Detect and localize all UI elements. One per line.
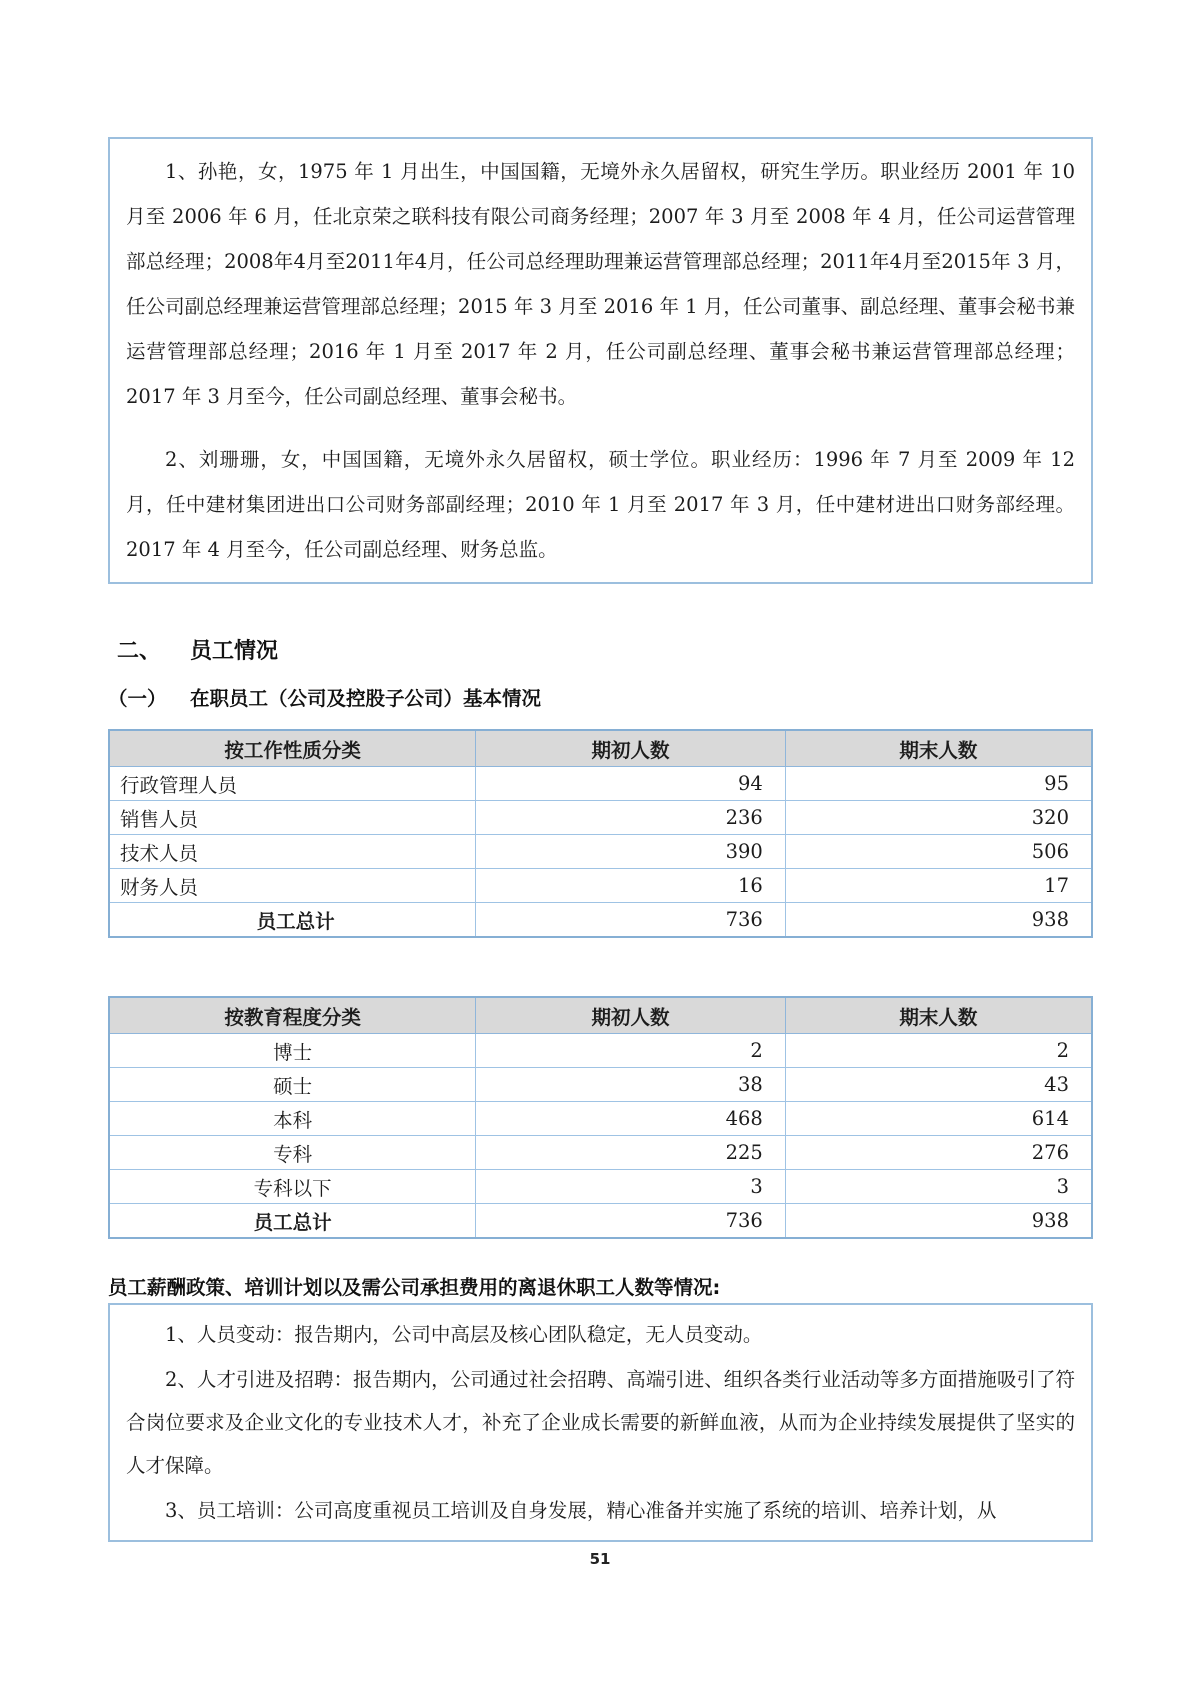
table-total-row [109,1204,1092,1239]
table-total-row [109,903,1092,938]
table-row [109,1136,1092,1170]
category-cell: 行政管理人员 [109,767,476,801]
category-cell: 本科 [109,1102,476,1136]
total-label-cell: 员工总计 [109,903,476,938]
category-cell: 专科 [109,1136,476,1170]
header-cell-begin-count: 期初人数 [476,730,786,767]
header-cell-category: 按工作性质分类 [109,730,476,767]
category-cell: 专科以下 [109,1170,476,1204]
header-cell-end-count: 期末人数 [785,730,1092,767]
end-count-cell: 2 [785,1034,1092,1068]
begin-count-cell: 225 [476,1136,786,1170]
total-end-count-cell: 938 [785,1204,1092,1239]
begin-count-cell: 236 [476,801,786,835]
table-row [109,1068,1092,1102]
page-number: 51 [589,1550,611,1568]
begin-count-cell: 3 [476,1170,786,1204]
end-count-cell: 43 [785,1068,1092,1102]
begin-count-cell: 16 [476,869,786,903]
subsection-number: （一） [108,687,167,710]
category-cell: 博士 [109,1034,476,1068]
table-row [109,801,1092,835]
header-cell-category: 按教育程度分类 [109,997,476,1034]
end-count-cell: 3 [785,1170,1092,1204]
table-row [109,1170,1092,1204]
header-cell-begin-count: 期初人数 [476,997,786,1034]
policy-heading: 员工薪酬政策、培训计划以及需公司承担费用的离退休职工人数等情况: [108,1276,721,1299]
section-number: 二、 [117,639,162,664]
begin-count-cell: 468 [476,1102,786,1136]
employees-by-education-table [108,996,1093,1239]
category-cell: 财务人员 [109,869,476,903]
table-row [109,767,1092,801]
total-end-count-cell: 938 [785,903,1092,938]
end-count-cell: 320 [785,801,1092,835]
end-count-cell: 506 [785,835,1092,869]
table-row [109,869,1092,903]
end-count-cell: 17 [785,869,1092,903]
bio-paragraph-2: 2、刘珊珊，女，中国国籍，无境外永久居留权，硕士学位。职业经历：1996 年 7 月至 2009 年 12 月，任中建材集团进出口公司财务部副经理；2010 年 1 月至 2017 年 3 月，任中建材进出口财务部经理。2017 年 4 月至今，任公司副总经理、财务总监。 [126,448,1075,561]
end-count-cell: 276 [785,1136,1092,1170]
total-label-cell: 员工总计 [109,1204,476,1239]
total-begin-count-cell: 736 [476,1204,786,1239]
end-count-cell: 95 [785,767,1092,801]
table-row [109,835,1092,869]
policy-paragraph-1: 1、人员变动：报告期内，公司中高层及核心团队稳定，无人员变动。 [165,1323,763,1346]
table-header-row [109,997,1092,1034]
section-title: 员工情况 [190,639,279,664]
begin-count-cell: 2 [476,1034,786,1068]
category-cell: 硕士 [109,1068,476,1102]
executive-bio-box [108,137,1093,584]
begin-count-cell: 38 [476,1068,786,1102]
employees-by-job-table [108,729,1093,938]
policy-paragraph-2: 2、人才引进及招聘：报告期内，公司通过社会招聘、高端引进、组织各类行业活动等多方面措施吸引了符合岗位要求及企业文化的专业技术人才，补充了企业成长需要的新鲜血液，从而为企业持续发展提供了坚实的人才保障。 [126,1368,1075,1477]
subsection-title: 在职员工（公司及控股子公司）基本情况 [190,687,542,710]
category-cell: 技术人员 [109,835,476,869]
table-row [109,1102,1092,1136]
begin-count-cell: 94 [476,767,786,801]
policy-box [108,1303,1093,1542]
bio-paragraph-1: 1、孙艳，女，1975 年 1 月出生，中国国籍，无境外永久居留权，研究生学历。职业经历 2001 年 10 月至 2006 年 6 月，任北京荣之联科技有限公司商务经理；2007 年 3 月至 2008 年 4 月，任公司运营管理部总经理；2008年4月至2011年4月，任公司总经理助理兼运营管理部总经理；2011年4月至2015年 3 月，任公司副总经理兼运营管理部总经理；2015 年 3 月至 2016 年 1 月，任公司董事、副总经理、董事会秘书兼运营管理部总经理；2016 年 1 月至 2017 年 2 月，任公司副总经理、董事会秘书兼运营管理部总经理；2017 年 3 月至今，任公司副总经理、董事会秘书。 [126,160,1076,408]
total-begin-count-cell: 736 [476,903,786,938]
header-cell-end-count: 期末人数 [785,997,1092,1034]
table-header-row [109,730,1092,767]
begin-count-cell: 390 [476,835,786,869]
section-heading [108,638,1093,665]
end-count-cell: 614 [785,1102,1092,1136]
page-content [108,0,1093,1542]
subsection-heading [108,686,1093,711]
table-row [109,1034,1092,1068]
policy-paragraph-3: 3、员工培训：公司高度重视员工培训及自身发展，精心准备并实施了系统的培训、培养计划，从 [165,1499,997,1522]
category-cell: 销售人员 [109,801,476,835]
